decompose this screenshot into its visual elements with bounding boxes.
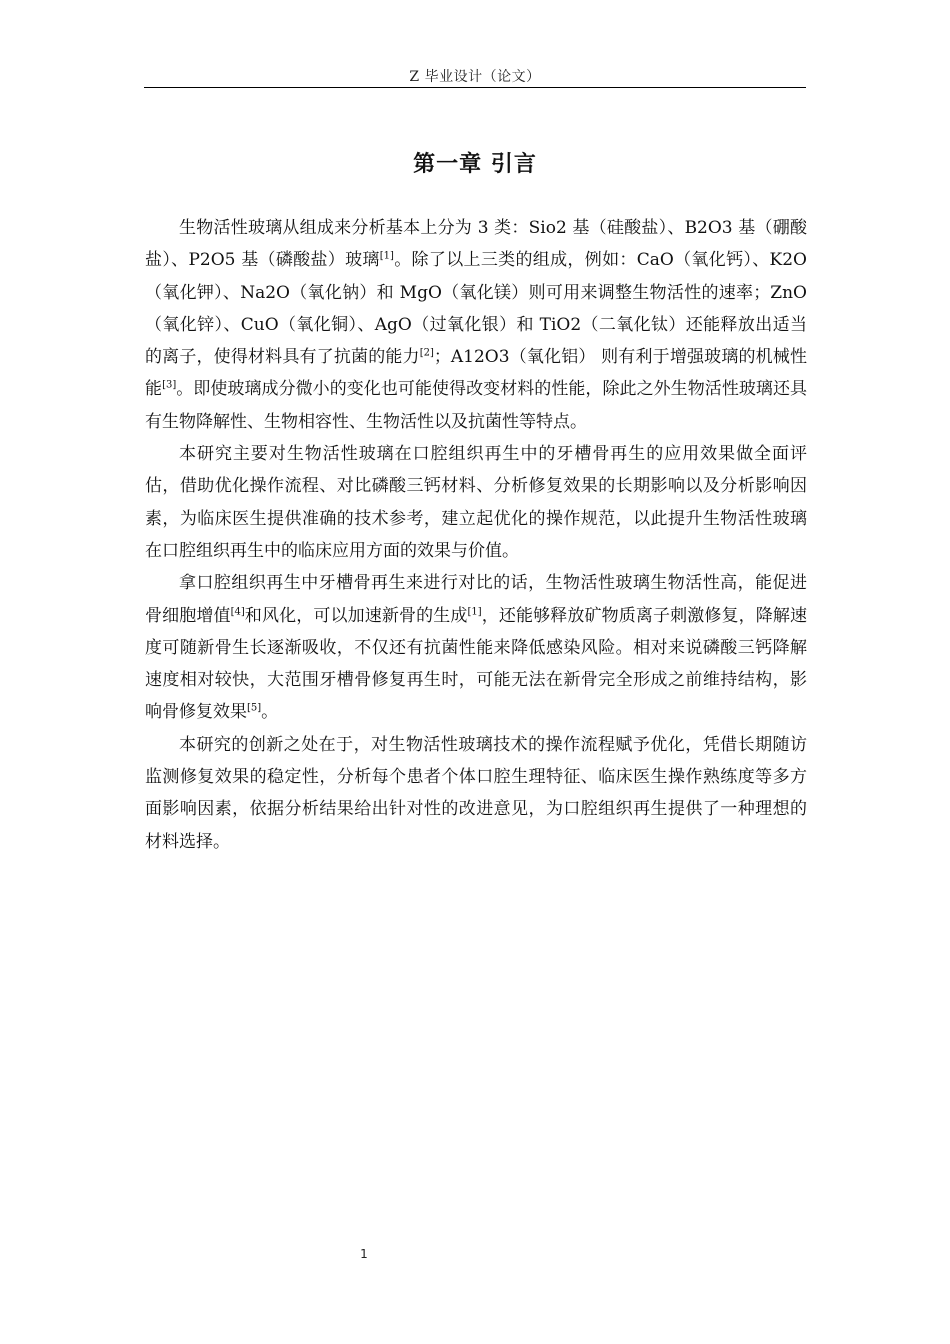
page-number: 1 [360,1247,368,1261]
text-run: ，还能够释放矿物质离子刺激修复，降解速度可随新骨生长逐渐吸收，不仅还有抗菌性能来降低感染风险。相对来说磷酸三钙降解速度相对较快，大范围牙槽骨修复再生时，可能无法在新骨完全形成之前维持结构，影响骨修复效果 [145,605,808,723]
text-run: 。 [261,702,279,723]
text-run: 。除了以上三类的组成，例如：CaO（氧化钙）、K2O（氧化钾）、Na2O（氧化钠）和 MgO（氧化镁）则可用来调整生物活性的速率；ZnO（氧化锌）、CuO（氧化铜）、AgO（过氧化银）和 TiO2（二氧化钛）还能释放出适当的离子，使得材料具有了抗菌的能力 [145,250,807,368]
chapter-title: 第一章 引言 [413,152,537,177]
citation-ref: [1] [379,250,394,262]
citation-ref: [2] [419,347,434,359]
running-header: Z 毕业设计（论文） [409,69,541,85]
paragraph-composition [145,212,807,438]
text-run: 本研究主要对生物活性玻璃在口腔组织再生中的牙槽骨再生的应用效果做全面评估，借助优化操作流程、对比磷酸三钙材料、分析修复效果的长期影响以及分析影响因素，为临床医生提供准确的技术参考，建立起优化的操作规范，以此提升生物活性玻璃在口腔组织再生中的临床应用方面的效果与价值。 [145,444,807,561]
text-run: 和风化，可以加速新骨的生成 [244,605,468,626]
body-text [145,212,807,858]
header-rule [144,87,806,88]
citation-ref: [4] [230,605,245,617]
paragraph-research-aim [145,438,807,567]
paragraph-comparison [145,567,807,728]
citation-ref: [3] [162,379,177,391]
paragraph-innovation [145,729,807,858]
citation-ref: [1] [467,605,482,617]
citation-ref: [5] [247,702,262,714]
text-run: 本研究的创新之处在于，对生物活性玻璃技术的操作流程赋予优化，凭借长期随访监测修复效果的稳定性，分析每个患者个体口腔生理特征、临床医生操作熟练度等多方面影响因素，依据分析结果给出针对性的改进意见，为口腔组织再生提供了一种理想的材料选择。 [145,734,807,852]
text-run: 拿口腔组织再生中牙槽骨再生来进行对比的话，生物活性玻璃生物活性高，能促进骨细胞增值 [145,573,807,626]
text-run: ；A12O3（氧化铝） 则有利于增强玻璃的机械性能 [145,347,807,400]
text-run: 。即使玻璃成分微小的变化也可能使得改变材料的性能，除此之外生物活性玻璃还具有生物降解性、生物相容性、生物活性以及抗菌性等特点。 [145,379,808,432]
text-run: 生物活性玻璃从组成来分析基本上分为 3 类：Sio2 基（硅酸盐）、B2O3 基（硼酸盐）、P2O5 基（磷酸盐）玻璃 [145,218,807,271]
